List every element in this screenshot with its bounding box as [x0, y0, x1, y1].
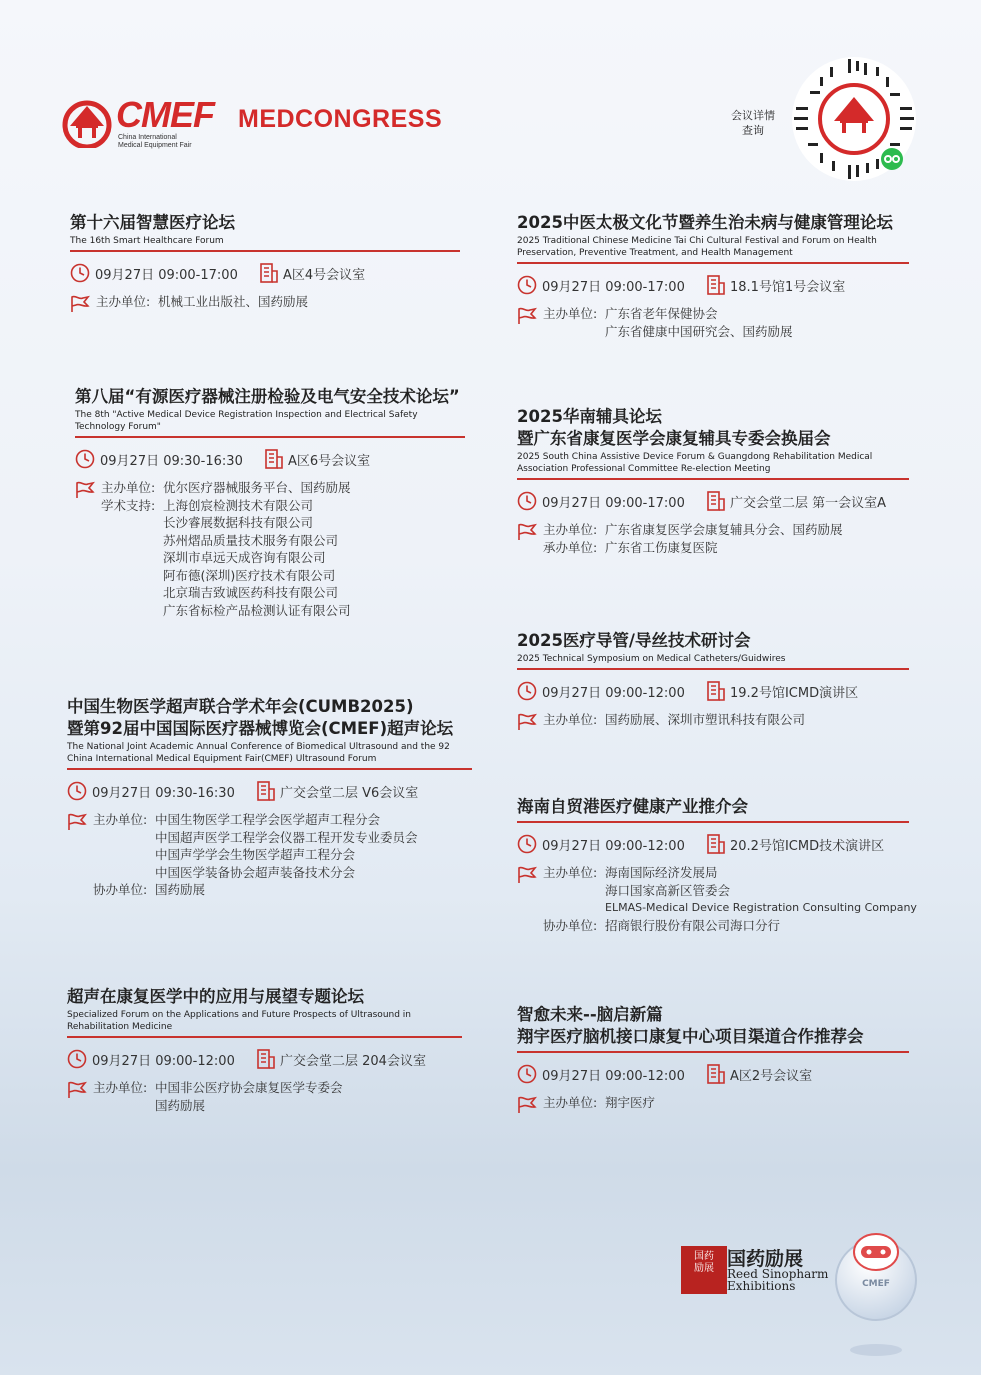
clock-icon: [67, 1049, 87, 1069]
event-active-device-forum: [75, 386, 465, 619]
flag-icon: [517, 523, 537, 541]
event-time: [517, 834, 707, 854]
building-icon: [265, 449, 283, 469]
divider: [517, 821, 909, 823]
cmef-subtitle: China International Medical Equipment Fair: [118, 134, 192, 149]
footer-brand-en: Reed Sinopharm Exhibitions: [727, 1267, 829, 1293]
clock-icon: [517, 275, 537, 295]
event-title: 海南自贸港医疗健康产业推介会: [517, 797, 748, 816]
event-time: [517, 491, 707, 511]
building-icon: [707, 491, 725, 511]
clock-icon: [517, 681, 537, 701]
event-venue: [260, 263, 365, 283]
event-title: 2025中医太极文化节暨养生治未病与健康管理论坛: [517, 213, 893, 232]
organizer-line: 广东省标检产品检测认证有限公司: [163, 602, 351, 618]
divider: [67, 1036, 462, 1038]
event-venue-text: A区2号会议室: [730, 1068, 813, 1084]
event-title: 2025医疗导管/导丝技术研讨会: [517, 631, 751, 650]
flag-icon: [70, 295, 90, 313]
footer-brand-cn: 国药励展: [727, 1248, 804, 1270]
event-venue-text: A区6号会议室: [288, 453, 371, 469]
event-time: [70, 263, 260, 283]
event-smart-healthcare: [70, 212, 460, 313]
divider: [517, 1051, 909, 1053]
event-organizers: [517, 864, 917, 934]
event-title: 中国生物医学超声联合学术年会(CUMB2025): [67, 697, 414, 716]
building-icon: [707, 275, 725, 295]
event-title: 第十六届智慧医疗论坛: [70, 213, 235, 232]
organizer-line: 主办单位: 中国非公医疗协会康复医学专委会: [93, 1080, 343, 1095]
organizer-line: 主办单位: 海南国际经济发展局: [543, 865, 718, 880]
event-title-en: 2025 South China Assistive Device Forum & Guangdong Rehabilitation Medical Association Professional Committee Re-election Meeting: [517, 452, 873, 474]
event-ultrasound-rehab: [67, 986, 462, 1114]
mascot-label: CMEF: [862, 1279, 890, 1289]
cmef-emblem-icon: [60, 98, 114, 148]
event-organizers: [75, 479, 465, 619]
flag-icon: [67, 813, 87, 831]
event-time-text: 09月27日 09:00-12:00: [542, 1068, 685, 1084]
event-time-text: 09月27日 09:00-12:00: [92, 1053, 235, 1069]
event-title-en: 2025 Traditional Chinese Medicine Tai Chi Cultural Festival and Forum on Health Preservation, Preventive Treatment, and Health Management: [517, 236, 877, 258]
organizer-line: 主办单位: 中国生物医学工程学会医学超声工程分会: [93, 812, 381, 827]
event-organizers: [70, 293, 460, 313]
event-title-en: The National Joint Academic Annual Conference of Biomedical Ultrasound and the 92 China International Medical Equipment Fair(CMEF) Ultrasound Forum: [67, 742, 450, 764]
organizer-line: 海口国家高新区管委会: [605, 882, 731, 898]
event-venue-text: 广交会堂二层 第一会议室A: [730, 495, 887, 511]
divider: [517, 262, 909, 264]
organizer-line: 承办单位: 广东省工伤康复医院: [543, 539, 718, 555]
event-title-line2: 翔宇医疗脑机接口康复中心项目渠道合作推荐会: [517, 1027, 864, 1046]
organizer-line: 协办单位: 国药励展: [93, 882, 206, 897]
flag-icon: [517, 1096, 537, 1114]
event-time-text: 09月27日 09:00-17:00: [542, 279, 685, 295]
qr-label: 会议详情 查询: [731, 109, 775, 137]
event-organizers: [67, 1079, 462, 1114]
event-time: [517, 681, 707, 701]
event-venue: [257, 1049, 426, 1069]
event-venue: [707, 491, 886, 511]
event-time: [517, 275, 707, 295]
divider: [517, 478, 909, 480]
event-time-text: 09月27日 09:00-12:00: [542, 685, 685, 701]
flag-icon: [517, 866, 537, 884]
organizer-line: 主办单位: 机械工业出版社、国药励展: [96, 294, 309, 309]
event-title-line2: 暨第92届中国国际医疗器械博览会(CMEF)超声论坛: [67, 719, 454, 738]
event-organizers: [517, 521, 909, 556]
organizer-line: 主办单位: 优尔医疗器械服务平台、国药励展: [101, 480, 351, 495]
event-venue-text: 广交会堂二层 V6会议室: [280, 785, 419, 801]
event-organizers: [517, 711, 909, 731]
building-icon: [257, 781, 275, 801]
reed-sinopharm-seal: 国药 励展: [681, 1246, 727, 1294]
building-icon: [260, 263, 278, 283]
event-tcm-taichi: [517, 212, 909, 340]
event-title-en: 2025 Technical Symposium on Medical Catheters/Guidwires: [517, 654, 786, 664]
clock-icon: [517, 491, 537, 511]
organizer-line: 苏州熠品质量技术服务有限公司: [163, 532, 339, 548]
mascot-icon: [833, 1212, 919, 1362]
organizer-line: 深圳市卓远天成咨询有限公司: [163, 550, 326, 565]
qr-code-icon[interactable]: [790, 55, 918, 183]
flag-icon: [75, 481, 95, 499]
event-cumb2025: [67, 696, 472, 899]
event-venue: [257, 781, 418, 801]
organizer-line: 广东省健康中国研究会、国药励展: [605, 323, 793, 339]
divider: [70, 250, 460, 252]
building-icon: [707, 681, 725, 701]
event-venue-text: 20.2号馆ICMD技术演讲区: [730, 838, 885, 854]
clock-icon: [70, 263, 90, 283]
event-venue: [707, 1064, 812, 1084]
event-title: 超声在康复医学中的应用与展望专题论坛: [67, 987, 364, 1006]
organizer-line: 学术支持: 上海创宸检测技术有限公司: [101, 497, 314, 513]
event-time: [67, 781, 257, 801]
event-organizers: [517, 305, 909, 340]
event-time-text: 09月27日 09:00-17:00: [542, 495, 685, 511]
organizer-line: 中国超声医学工程学会仪器工程开发专业委员会: [155, 829, 418, 845]
event-venue-text: A区4号会议室: [283, 267, 366, 283]
organizer-line: 主办单位: 广东省康复医学会康复辅具分会、国药励展: [543, 522, 843, 537]
divider: [75, 436, 465, 438]
event-venue-text: 广交会堂二层 204会议室: [280, 1053, 426, 1069]
event-time: [75, 449, 265, 469]
organizer-line: 协办单位: 招商银行股份有限公司海口分行: [543, 917, 781, 933]
event-venue-text: 19.2号馆ICMD演讲区: [730, 685, 859, 701]
event-venue: [707, 681, 858, 701]
building-icon: [257, 1049, 275, 1069]
event-time-text: 09月27日 09:00-17:00: [95, 267, 238, 283]
event-venue: [707, 834, 884, 854]
event-organizers: [517, 1094, 909, 1114]
event-time-text: 09月27日 09:30-16:30: [100, 453, 243, 469]
organizer-line: 主办单位: 翔宇医疗: [543, 1095, 656, 1110]
organizer-line: 北京瑞吉致诚医药科技有限公司: [163, 585, 339, 600]
event-title-en: The 16th Smart Healthcare Forum: [70, 236, 224, 246]
clock-icon: [517, 834, 537, 854]
event-catheter-symposium: [517, 630, 909, 731]
flag-icon: [517, 307, 537, 325]
clock-icon: [517, 1064, 537, 1084]
event-time-text: 09月27日 09:00-12:00: [542, 838, 685, 854]
event-venue-text: 18.1号馆1号会议室: [730, 279, 846, 295]
organizer-line: ELMAS-Medical Device Registration Consulting Company: [605, 901, 917, 914]
event-title: 智愈未来--脑启新篇: [517, 1005, 663, 1024]
organizer-line: 中国医学装备协会超声装备技术分会: [155, 864, 356, 880]
event-time-text: 09月27日 09:30-16:30: [92, 785, 235, 801]
event-venue: [707, 275, 845, 295]
divider: [67, 768, 472, 770]
event-title: 2025华南辅具论坛: [517, 407, 662, 426]
event-time: [517, 1064, 707, 1084]
clock-icon: [67, 781, 87, 801]
event-venue: [265, 449, 370, 469]
flag-icon: [67, 1081, 87, 1099]
event-title-en: The 8th "Active Medical Device Registration Inspection and Electrical Safety Technology Forum": [75, 410, 418, 432]
organizer-line: 中国声学学会生物医学超声工程分会: [155, 847, 356, 862]
medcongress-logo: MEDCONGRESS: [238, 105, 443, 133]
event-hainan-ftp: [517, 796, 917, 934]
event-title: 第八届“有源医疗器械注册检验及电气安全技术论坛”: [75, 387, 460, 406]
event-time: [67, 1049, 257, 1069]
clock-icon: [75, 449, 95, 469]
event-xiangyu-bci: [517, 1004, 909, 1114]
event-title-en: Specialized Forum on the Applications and Future Prospects of Ultrasound in Rehabilitation Medicine: [67, 1010, 412, 1032]
building-icon: [707, 1064, 725, 1084]
organizer-line: 长沙睿展数据科技有限公司: [163, 515, 314, 530]
organizer-line: 国药励展: [155, 1097, 206, 1113]
cmef-logo: [60, 96, 230, 152]
divider: [517, 668, 909, 670]
cmef-wordmark: CMEF: [116, 94, 214, 135]
event-south-china-assistive: [517, 406, 909, 556]
organizer-line: 阿布德(深圳)医疗技术有限公司: [163, 567, 336, 583]
event-title-line2: 暨广东省康复医学会康复辅具专委会换届会: [517, 429, 831, 448]
flag-icon: [517, 713, 537, 731]
organizer-line: 主办单位: 广东省老年保健协会: [543, 306, 718, 321]
event-organizers: [67, 811, 472, 899]
organizer-line: 主办单位: 国药励展、深圳市塑讯科技有限公司: [543, 712, 806, 727]
building-icon: [707, 834, 725, 854]
